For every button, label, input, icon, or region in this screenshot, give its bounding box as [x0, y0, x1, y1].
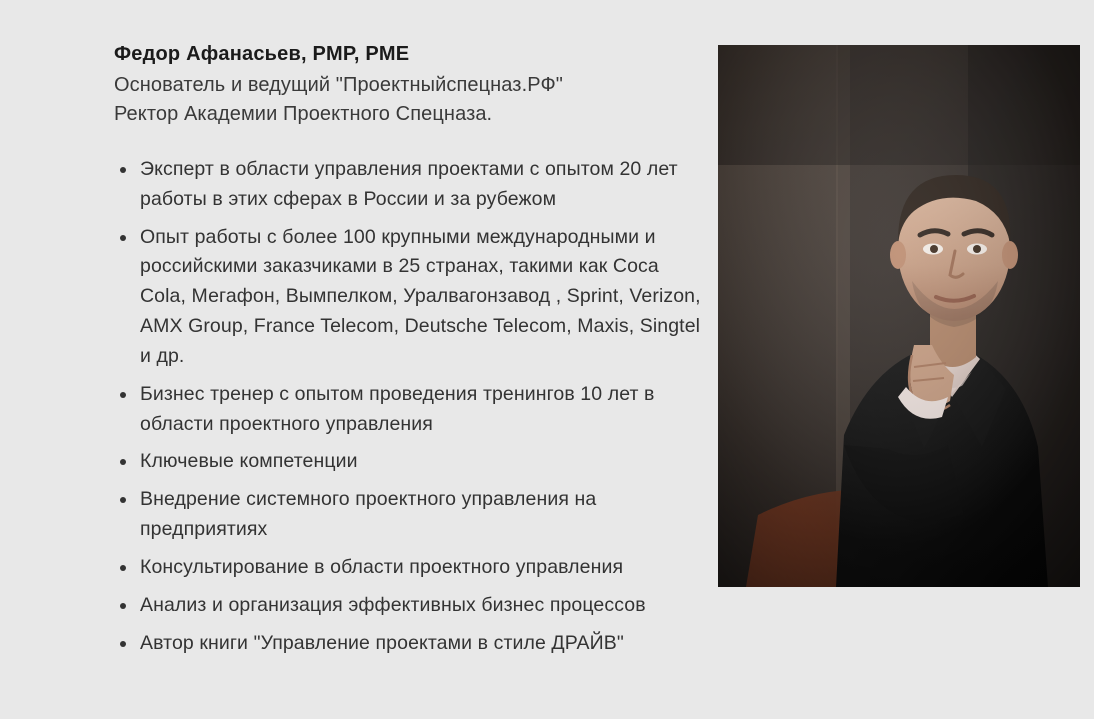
page-title: Федор Афанасьев, PMP, PME — [114, 43, 410, 65]
bullet-list — [114, 155, 704, 658]
portrait-photo — [718, 45, 1080, 587]
subtitle-line-1: Основатель и ведущий "Проектныйспецназ.РФ" — [114, 74, 563, 96]
list-item: Опыт работы с более 100 крупными международными и российскими заказчиками в 25 странах, такими как Coca Cola, Мегафон, Вымпелком, Уралвагонзавод , Sprint, Verizon, AMX Group, France Telecom, Deutsche Telecom, Maxis, Singtel и др. — [114, 223, 704, 372]
list-item: Внедрение системного проектного управления на предприятиях — [114, 485, 704, 545]
list-item: Консультирование в области проектного управления — [114, 553, 704, 583]
list-item: Автор книги "Управление проектами в стиле ДРАЙВ" — [114, 629, 704, 659]
list-item: Ключевые компетенции — [114, 447, 704, 477]
list-item: Анализ и организация эффективных бизнес процессов — [114, 591, 704, 621]
text-column — [114, 40, 704, 666]
list-item: Эксперт в области управления проектами с опытом 20 лет работы в этих сферах в России и за рубежом — [114, 155, 704, 215]
list-item: Бизнес тренер с опытом проведения тренингов 10 лет в области проектного управления — [114, 380, 704, 440]
subtitle-line-2: Ректор Академии Проектного Спецназа. — [114, 103, 493, 125]
